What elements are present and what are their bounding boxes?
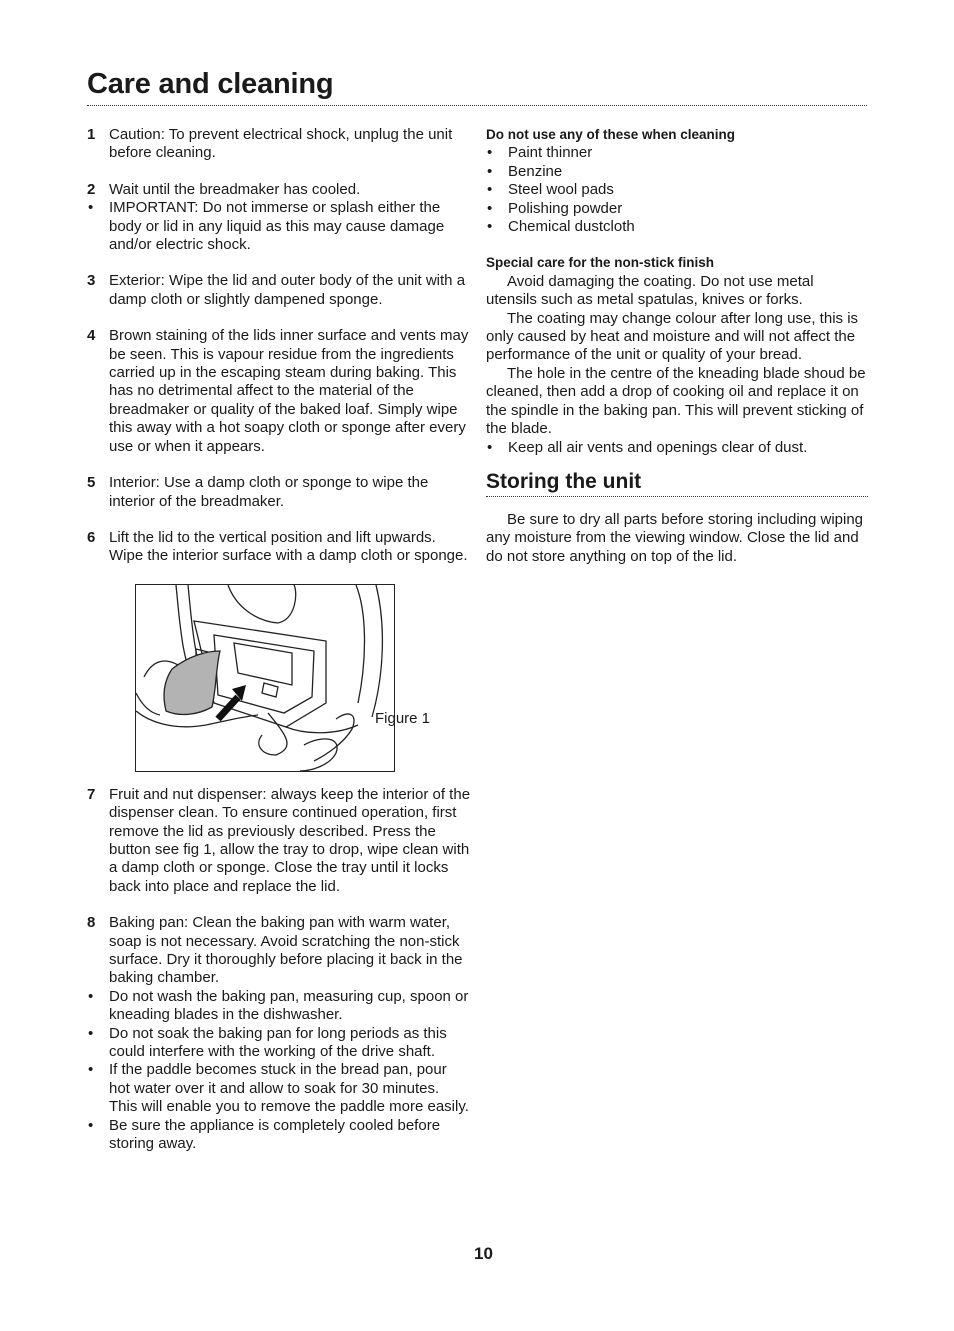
step-text: Caution: To prevent electrical shock, unplug the unit before cleaning. (109, 126, 453, 162)
avoid-item (486, 163, 868, 181)
nonstick-paragraph: Avoid damaging the coating. Do not use metal utensils such as metal spatulas, knives or forks. (486, 272, 814, 309)
step-7 (87, 786, 471, 896)
step-number: 6 (87, 528, 96, 546)
step-text: Lift the lid to the vertical position and lift upwards. Wipe the interior surface with a damp cloth or sponge. (109, 528, 468, 565)
step-6 (87, 529, 471, 566)
avoid-item-text: Paint thinner (508, 144, 593, 162)
step-number: 7 (87, 785, 96, 803)
step-number: 1 (87, 126, 96, 143)
avoid-item-text: Benzine (508, 162, 563, 180)
bullet-icon: • (88, 1116, 94, 1134)
step-2 (87, 181, 471, 199)
bullet-icon: • (88, 1024, 94, 1042)
bullet-text: Be sure the appliance is completely cooled before storing away. (109, 1116, 441, 1153)
figure-caption: Figure 1 (375, 709, 431, 727)
left-column (87, 126, 471, 1153)
bullet-icon: • (487, 144, 493, 162)
step-2-bullet (87, 199, 471, 254)
right-column (486, 126, 868, 566)
step-8-bullet (87, 1117, 471, 1154)
storing-paragraph: Be sure to dry all parts before storing including wiping any moisture from the viewing window. Close the lid and do not store anything on top of the lid. (486, 510, 864, 565)
step-1 (87, 126, 471, 163)
avoid-item-text: Chemical dustcloth (508, 218, 635, 236)
nonstick-paragraph: The coating may change colour after long use, this is only caused by heat and moisture and will not affect the performance of the unit or quality of your bread. (486, 309, 859, 364)
avoid-item (486, 200, 868, 218)
step-number: 3 (87, 272, 96, 290)
nonstick-heading: Special care for the non-stick finish (486, 255, 715, 271)
dispenser-cleaning-drawing (136, 585, 394, 771)
step-4 (87, 327, 471, 456)
step-number: 8 (87, 914, 96, 932)
step-text: Wait until the breadmaker has cooled. (109, 180, 361, 198)
step-8 (87, 914, 471, 988)
step-8-bullet (87, 1061, 471, 1116)
figure-1-illustration (135, 584, 431, 772)
bullet-text: IMPORTANT: Do not immerse or splash either the body or lid in any liquid as this may cause damage and/or electric shock. (109, 199, 445, 254)
step-text: Baking pan: Clean the baking pan with warm water, soap is not necessary. Avoid scratching the non-stick surface. Dry it thoroughly before placing it back in the baking chamber. (109, 914, 463, 987)
bullet-text: If the paddle becomes stuck in the bread pan, pour hot water over it and allow to soak for 30 minutes. This will enable you to remove the paddle more easily. (109, 1061, 469, 1116)
nonstick-bullet-text: Keep all air vents and openings clear of dust. (508, 438, 808, 456)
step-text: Brown staining of the lids inner surface and vents may be seen. This is vapour residue from the ingredients carried up in the escaping steam during baking. This has no detrimental affect to the material of the breadmaker or quality of the baked loaf. Simply wipe this away with a hot soapy cloth or sponge after every use or when it appears. (109, 327, 469, 455)
avoid-item (486, 144, 868, 162)
nonstick-paragraph: The hole in the centre of the kneading blade shoud be cleaned, then add a drop of cooking oil and replace it on the spindle in the baking pan. This will prevent sticking of the blade. (486, 364, 866, 438)
bullet-icon: • (487, 199, 493, 217)
section-divider (486, 496, 868, 497)
avoid-heading: Do not use any of these when cleaning (486, 127, 736, 142)
page-number: 10 (474, 1244, 493, 1263)
step-number: 4 (87, 327, 96, 345)
step-text: Exterior: Wipe the lid and outer body of the unit with a damp cloth or slightly dampened sponge. (109, 272, 466, 308)
avoid-item (486, 218, 868, 236)
bullet-icon: • (487, 162, 493, 180)
bullet-text: Do not wash the baking pan, measuring cup, spoon or kneading blades in the dishwasher. (109, 987, 469, 1024)
step-text: Fruit and nut dispenser: always keep the interior of the dispenser clean. To ensure continued operation, first remove the lid as previously described. Press the button see fig 1, allow the tray to drop, wipe clean with a damp cloth or sponge. Close the tray until it locks back into place and replace the lid. (109, 785, 471, 895)
bullet-icon: • (487, 438, 493, 456)
page-title: Care and cleaning (87, 68, 334, 100)
step-8-bullet (87, 1025, 471, 1062)
avoid-item-text: Polishing powder (508, 199, 623, 217)
storing-title: Storing the unit (486, 469, 642, 493)
bullet-icon: • (88, 199, 94, 217)
title-divider (87, 105, 867, 106)
step-3 (87, 272, 471, 309)
step-text: Interior: Use a damp cloth or sponge to wipe the interior of the breadmaker. (109, 474, 429, 510)
bullet-icon: • (487, 218, 493, 236)
step-number: 2 (87, 180, 96, 198)
avoid-item (486, 181, 868, 199)
avoid-item-text: Steel wool pads (508, 181, 614, 199)
step-8-bullet (87, 988, 471, 1025)
bullet-icon: • (88, 987, 94, 1005)
bullet-icon: • (487, 181, 493, 199)
bullet-icon: • (88, 1061, 94, 1079)
bullet-text: Do not soak the baking pan for long periods as this could interfere with the working of the drive shaft. (109, 1024, 447, 1060)
nonstick-bullet (486, 439, 868, 457)
step-number: 5 (87, 474, 96, 492)
step-5 (87, 474, 471, 511)
